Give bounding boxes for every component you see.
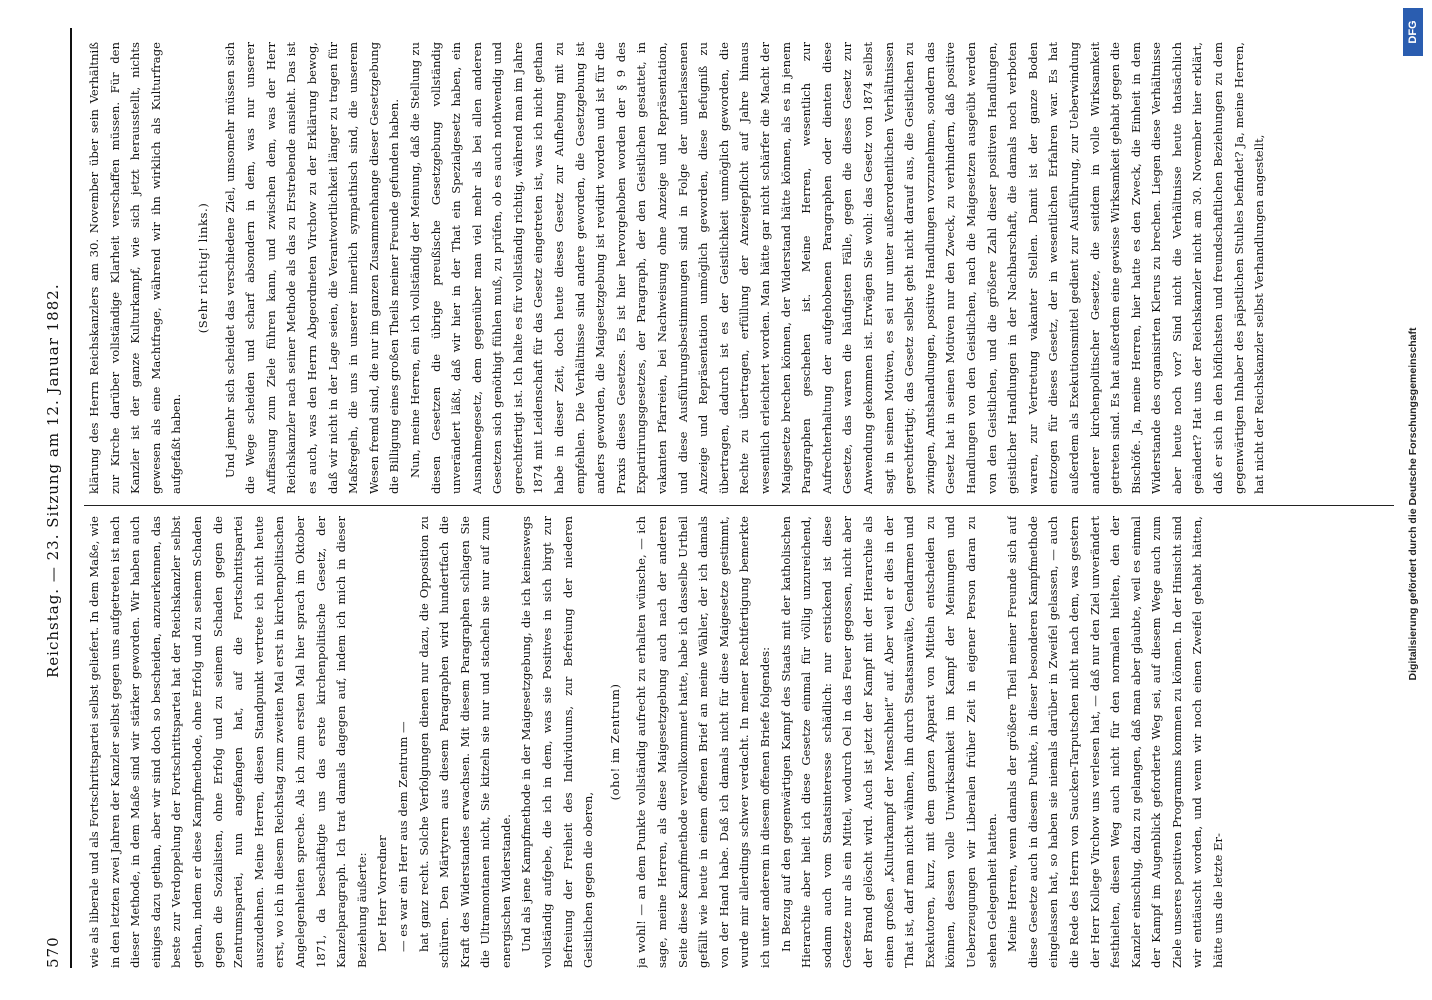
speaker-intro: Der Herr Vorredner	[375, 835, 390, 952]
digitization-imprint	[1402, 14, 1424, 994]
stage-direction: (oho! im Zentrum)	[607, 683, 622, 801]
imprint-text: Digitalisierung gefördert durch die Deutsche Forschungsgemeinschaft	[1407, 327, 1419, 681]
right-column	[84, 42, 1409, 494]
paragraph: In Bezug auf den gegenwärtigen Kampf des Staats mit der katholischen Hierarchie aber hielt ich diese Gesetze einmal für völlig unzureichend, sodann auch vom Staatsinteresse schädlich: nur erstickend ist diese Gesetze nur als ein Mittel, wodurch Oel in das Feuer gegossen, nicht aber der Brand gelöscht wird. Auch ist jetzt der Kampf mit der Hierarchie als einen großen „Kulturkampf der Menschheit“ auf. Aber weil er dies in der That ist, darf man nicht wähnen, ihn durch Staatsanwälte, Gendarmen und Exekutoren, kurz, mit dem ganzen Apparat von Mitteln entscheiden zu können, dessen volle Unwirksamkeit im Kampf der Meinungen und Ueberzeugungen wir Liberalen früher Zeit in eigener Person daran zu sehen Gelegenheit hatten.	[778, 516, 999, 968]
page-number: 570	[44, 936, 62, 968]
running-title: Reichstag. — 23. Sitzung am 12. Januar 1882.	[44, 283, 62, 678]
paragraph: hat ganz recht. Solche Verfolgungen dienen nur dazu, die Opposition zu schüren. Den Märtyrern aus diesem Paragraphen wird hundertfach die Kraft des Widerstandes erwachsen. Mit diesem Paragraphen schlagen Sie die Ultramontanen nicht, Sie kitzeln sie nur und stacheln sie nur auf zum energischen Widerstande.	[416, 516, 513, 968]
dfg-logo	[1403, 8, 1423, 56]
paragraph: wie als liberale und als Fortschrittspartei selbst geliefert. In dem Maße, wie in den letzten zwei Jahren der Kanzler selbst gegen uns aufgetreten ist nach dieser Methode, in dem Maße sind wir stärker geworden. Wir haben auch einiges dazu gethan, aber wir sind doch so bescheiden, anzuerkennen, das beste zur Verdoppelung der Fortschrittspartei hat der Reichskanzler selbst gethan, indem er diese Kampfmethode, ohne Erfolg und zu seinem Schaden gegen die Sozialisten, ohne Erfolg und zu seinem Schaden gegen die Zentrumspartei, nun angefangen hat, auf die Fortschrittspartei auszudehnen. Meine Herren, diesen Standpunkt vertrete ich nicht heute erst, wo ich in diesem Reichstag zum zweiten Mal erst in kirchenpolitischen Angelegenheiten spreche. Als ich zum ersten Mal hier sprach im Oktober 1871, da beschäftigte uns das erste kirchenpolitische Gesetz, der Kanzelparagraph. Ich trat damals dagegen auf, indem ich mich in dieser Beziehung äußerte:	[87, 516, 369, 968]
paragraph: — es war ein Herr aus dem Zentrum —	[395, 721, 410, 952]
stage-direction: (Sehr richtig! links.)	[195, 202, 210, 334]
paragraph: Meine Herren, wenn damals der größere Theil meiner Freunde sich auf diese Gesetze auch in diesem Punkte, in dieser besonderen Kampfmethode eingelassen hat, so haben sie niemals darüber in Zweifel gelassen, — auch die Rede des Herrn von Saucken-Tarputschen nicht nach dem, was gestern der Herr Kollege Virchow uns verlesen hat, — daß nur den Ziel unverändert festhielten, diesen Weg auch nicht für den normalen hielten, den der Kanzler einschlug, dazu zu gelangen, daß man aber glaubte, weil es einmal der Kampf im Augenblick geforderte Weg sei, auf diesem Wege auch zum Ziele unseres positiven Programms kommen zu können. In der Hinsicht sind wir enttäuscht worden, und wenn wir noch einen Zweifel gehabt hätten, hätte uns die letzte Er-	[1005, 516, 1226, 968]
column-divider	[84, 505, 1394, 506]
page-header	[40, 28, 66, 968]
paragraph: Nun, meine Herren, ein ich vollständig der Meinung, daß die Stellung zu diesen Gesetzen die übrige preußische Gesetzgebung vollständig unverändert läßt, daß wir hier in der That ein Spezialgesetz haben, ein Ausnahmegesetz, dem gegenüber man viel mehr als bei allen anderen Gesetzen sich genöthigt fühlen muß, zu prüfen, ob es auch nothwendig und gerechtfertigt ist. Ich halte es für vollständig richtig, während man im Jahre 1874 mit Leidenschaft für das Gesetz eingetreten ist, was ich nicht gethan habe in dieser Zeit, doch heute dieses Gesetz zur Aufhebung mit zu empfehlen. Die Verhältnisse sind andere geworden, die Gesetzgebung ist anders geworden, die Maigesetzgebung ist revidirt worden und ist für die Praxis dieses Gesetzes. Es ist hier hervorgehoben worden der § 9 des Expatriirungsgesetzes, der Paragraph, der den Geistlichen gestattet, in vakanten Pfarreien, bei Nachweisung ohne Anzeige und Repräsentation, und diese Ausführungsbestimmungen sind in Folge der unterlassenen Anzeige und Repräsentation unmöglich geworden, diese Befugniß zu übertragen, dadurch ist es der Geistlichkeit unmöglich geworden, die Rechte zu übertragen, erfüllung der Anzeigepflicht auf Jahre hinaus wesentlich erleichtert worden. Man hätte gar nicht schärfer die Macht der Maigesetze brechen können, der Widerstand hätte können, als es in jenem Paragraphen geschehen ist. Meine Herren, wesentlich zur Aufrechterhaltung der aufgehobenen Paragraphen oder dienten diese Gesetze, das waren die häufigsten Fälle, gegen die dieses Gesetz zur Anwendung gekommen ist. Erwägen Sie wohl: das Gesetz von 1874 selbst sagt in seinen Motiven, es sei nur unter außerordentlichen Verhältnissen gerechtfertigt; das Gesetz selbst geht nicht darauf aus, die Geistlichen zu zwingen, Amtshandlungen, positive Handlungen vorzunehmen, sondern das Gesetz hat in seinen Motiven nur den Zweck, zu verhindern, daß positive Handlungen von den Geistlichen, nach die Maigesetzen ausgeübt werden von den Geistlichen, und die größere Zahl dieser positiven Handlungen, geistlicher Handlungen in der Nachbarschaft, die damals noch verboten waren, zur Vertretung vakanter Stellen. Damit ist der ganze Boden entzogen für dieses Gesetz, der in wesentlichen Erfahren war. Es hat außerdem als Exekutionsmittel gedient zur Ausführung, zur Ueberwindung anderer kirchenpolitischer Gesetze, die seitdem in volle Wirksamkeit getreten sind. Es hat außerdem eine gewisse Wirksamkeit gehabt gegen die Bischöfe. Ja, meine Herren, hier hatte es den Zweck, die Einheit in dem Widerstande des organisirten Klerus zu brechen. Liegen diese Verhältnisse aber heute noch vor? Sind nicht die Verhältnisse heute thatsächlich geändert? Hat uns der Reichskanzler nicht am 30. November hier erklärt, daß er sich in den höflichsten und freundschaftlichen Beziehungen zu dem gegenwärtigen Inhaber des päpstlichen Stuhles befindet? Ja, meine Herren, hat nicht der Reichskanzler selbst Verhandlungen angestellt,	[407, 42, 1267, 494]
paragraph: Und als jene Kampfmethode in der Maigesetzgebung, die ich keineswegs vollständig aufgebe, die ich in dem, was sie Positives in sich birgt zur Befreiung der Freiheit des Individuums, zur Befreiung der niederen Geistlichen gegen die oberen,	[519, 516, 596, 968]
paragraph: ja wohl! — an dem Punkte vollständig aufrecht zu erhalten wünsche, — ich sage, meine Herren, als diese Maigesetzgebung auch nach der anderen Seite diese Kampfmethode vervollkommnet hatte, habe ich dasselbe Urtheil gefällt wie heute in einem offenen Brief an meine Wähler, der ich damals von der Hand habe. Daß ich damals nicht für diese Maigesetze gestimmt, wurde mir allerdings schwer verdacht. In meiner Rechtfertigung bemerkte ich unter anderem in diesem offenen Briefe folgendes:	[634, 516, 772, 968]
left-column	[84, 516, 1409, 968]
scanned-page	[40, 28, 1420, 968]
paragraph: klärung des Herrn Reichskanzlers am 30. November über sein Verhältniß zur Kirche darüber vollständige Klarheit verschaffen müssen. Für den Kanzler ist der ganze Kulturkampf, wie sich jetzt herausstellt, nichts gewesen als eine Machtfrage, während wir ihn wirklich als Kulturfrage aufgefaßt haben.	[87, 42, 184, 494]
header-rule	[70, 28, 72, 968]
paragraph: Und jemehr sich scheidet das verschiedene Ziel, umsomehr müssen sich die Wege scheiden und scharf absondern in dem, was nur unserer Auffassung zum Ziele führen kann, und zwischen dem, was der Herr Reichskanzler nach seiner Methode als das zu Erstrebende ansieht. Das ist es auch, was den Herrn Abgeordneten Virchow zu der Erklärung bewog, daß wir nicht in der Lage seien, die Verantwortlichkeit länger zu tragen für Maßregeln, die uns in unserer innerlich sympathisch sind, die unserem Wesen fremd sind, die nur im ganzen Zusammenhange dieser Gesetzgebung die Billigung eines großen Theils meiner Freunde gefunden haben.	[222, 42, 402, 494]
dfg-logo-text: DFG	[1407, 20, 1419, 44]
